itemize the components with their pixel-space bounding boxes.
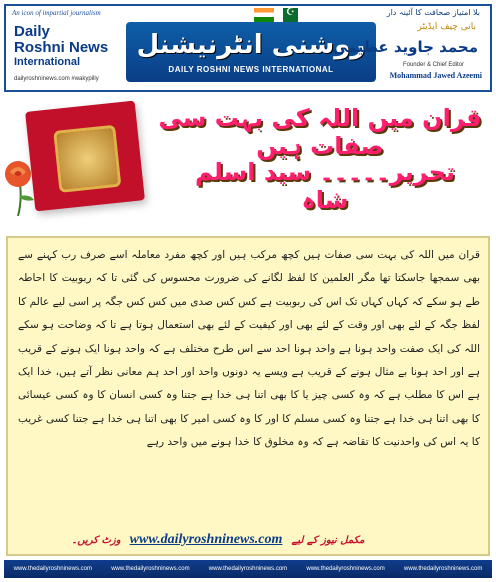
brand-daily: Daily [14, 23, 50, 40]
footer-link[interactable]: www.thedailyroshninews.com [208, 566, 288, 572]
banner-tagline: An icon of impartial journalism [12, 9, 101, 17]
cta-suffix: وزٹ کریں۔ [71, 535, 121, 546]
founder-name: Mohammad Jawed Azeemi [389, 71, 482, 80]
brand-roshni-news: Roshni News [14, 39, 109, 56]
article-byline: تحریر۔۔۔۔۔ سید اسلم شاہ [195, 158, 455, 214]
article-heading: قران میں اللہ کی بہت سی صفات ہیں [158, 104, 482, 160]
article-paragraph: قران میں اللہ کی بہت سی صفات ہیں کچھ مرکب ہیں اور کچھ مفرد معاملہ اسے صرف رب کہنے سے بھی سمجھا جاسکتا تھا مگر العلمین کا لفظ لگانے کی ضرورت محسوس کی گئی تا کہ ربوبیت کا احاطہ طے ہو سکے کہ کہاں کہاں تک اس کی ربوبیت ہے کس کس صدی میں کس کس جگہ پر اسی لیے عالم کا لفظ جگہ کے لئے بھی اور وقت کے لئے بھی اور کیفیت کے لئے بھی استعمال ہوتا ہے تا کہ وضاحت ہو سکے اللہ کی ایک صفت واحد ہونا ہے واحد ہونا احد سے اس طرح مختلف ہے کہ واحد ہونا ایک ہونے کے قریب ہے اور احد ہونا بے مثال ہونے کے قریب ہے ویسے یہ دونوں واحد اور احد ہم معانی نظر آتے ہیں، خدا ایک ہے اس کا مطلب ہے کہ وہ کسی چیز یا کا بھی اتنا ہی خدا ہے جتنا وہ کسی انسان کا وہ کسی عیسائی کا بھی اتنا ہی خدا ہے جتنا وہ کسی مسلم کا اور کا وہ کسی امیر کا بھی اتنا ہی خدا ہے جتنا کسی غریب کا یہ اس کی واحدنیت کا تقاضہ ہے کہ وہ مخلوق کا خدا ہونے میں واحد رہے [18, 249, 480, 449]
footer-link[interactable]: www.thedailyroshninews.com [111, 566, 190, 572]
footer-link[interactable]: www.thedailyroshninews.com [403, 566, 483, 572]
masthead-logo-english: DAILY ROSHNI NEWS INTERNATIONAL [168, 65, 334, 74]
website-link[interactable]: www.dailyroshninews.com [129, 532, 283, 547]
article-body [18, 244, 480, 455]
article-box [6, 236, 490, 556]
founder-role: Founder & Chief Editor [402, 62, 464, 68]
hero-section [0, 96, 496, 236]
cta-prefix: مکمل نیوز کے لیے [291, 535, 365, 546]
pakistan-flag-icon: ☪ [278, 8, 298, 22]
banner-site-small: dailyroshninews.com #wakypilly [14, 76, 99, 82]
banner-urdu-tagline: بلا امتیاز صحافت کا آئینہ دار [386, 8, 480, 17]
masthead-logo-urdu: روشنی انٹرنیشنل [136, 30, 366, 60]
masthead-banner [4, 4, 492, 92]
founder-name-urdu: محمد جاوید عظیمی [332, 38, 478, 56]
founder-label: بانی چیف ایڈیٹر [417, 22, 476, 32]
india-flag-icon [254, 8, 274, 22]
visit-site-cta [68, 528, 368, 552]
footer-strip [4, 560, 492, 578]
brand-international: International [14, 56, 81, 68]
footer-link[interactable]: www.thedailyroshninews.com [306, 566, 385, 572]
footer-link[interactable]: www.thedailyroshninews.com [13, 566, 92, 572]
quran-book-image [25, 101, 145, 212]
